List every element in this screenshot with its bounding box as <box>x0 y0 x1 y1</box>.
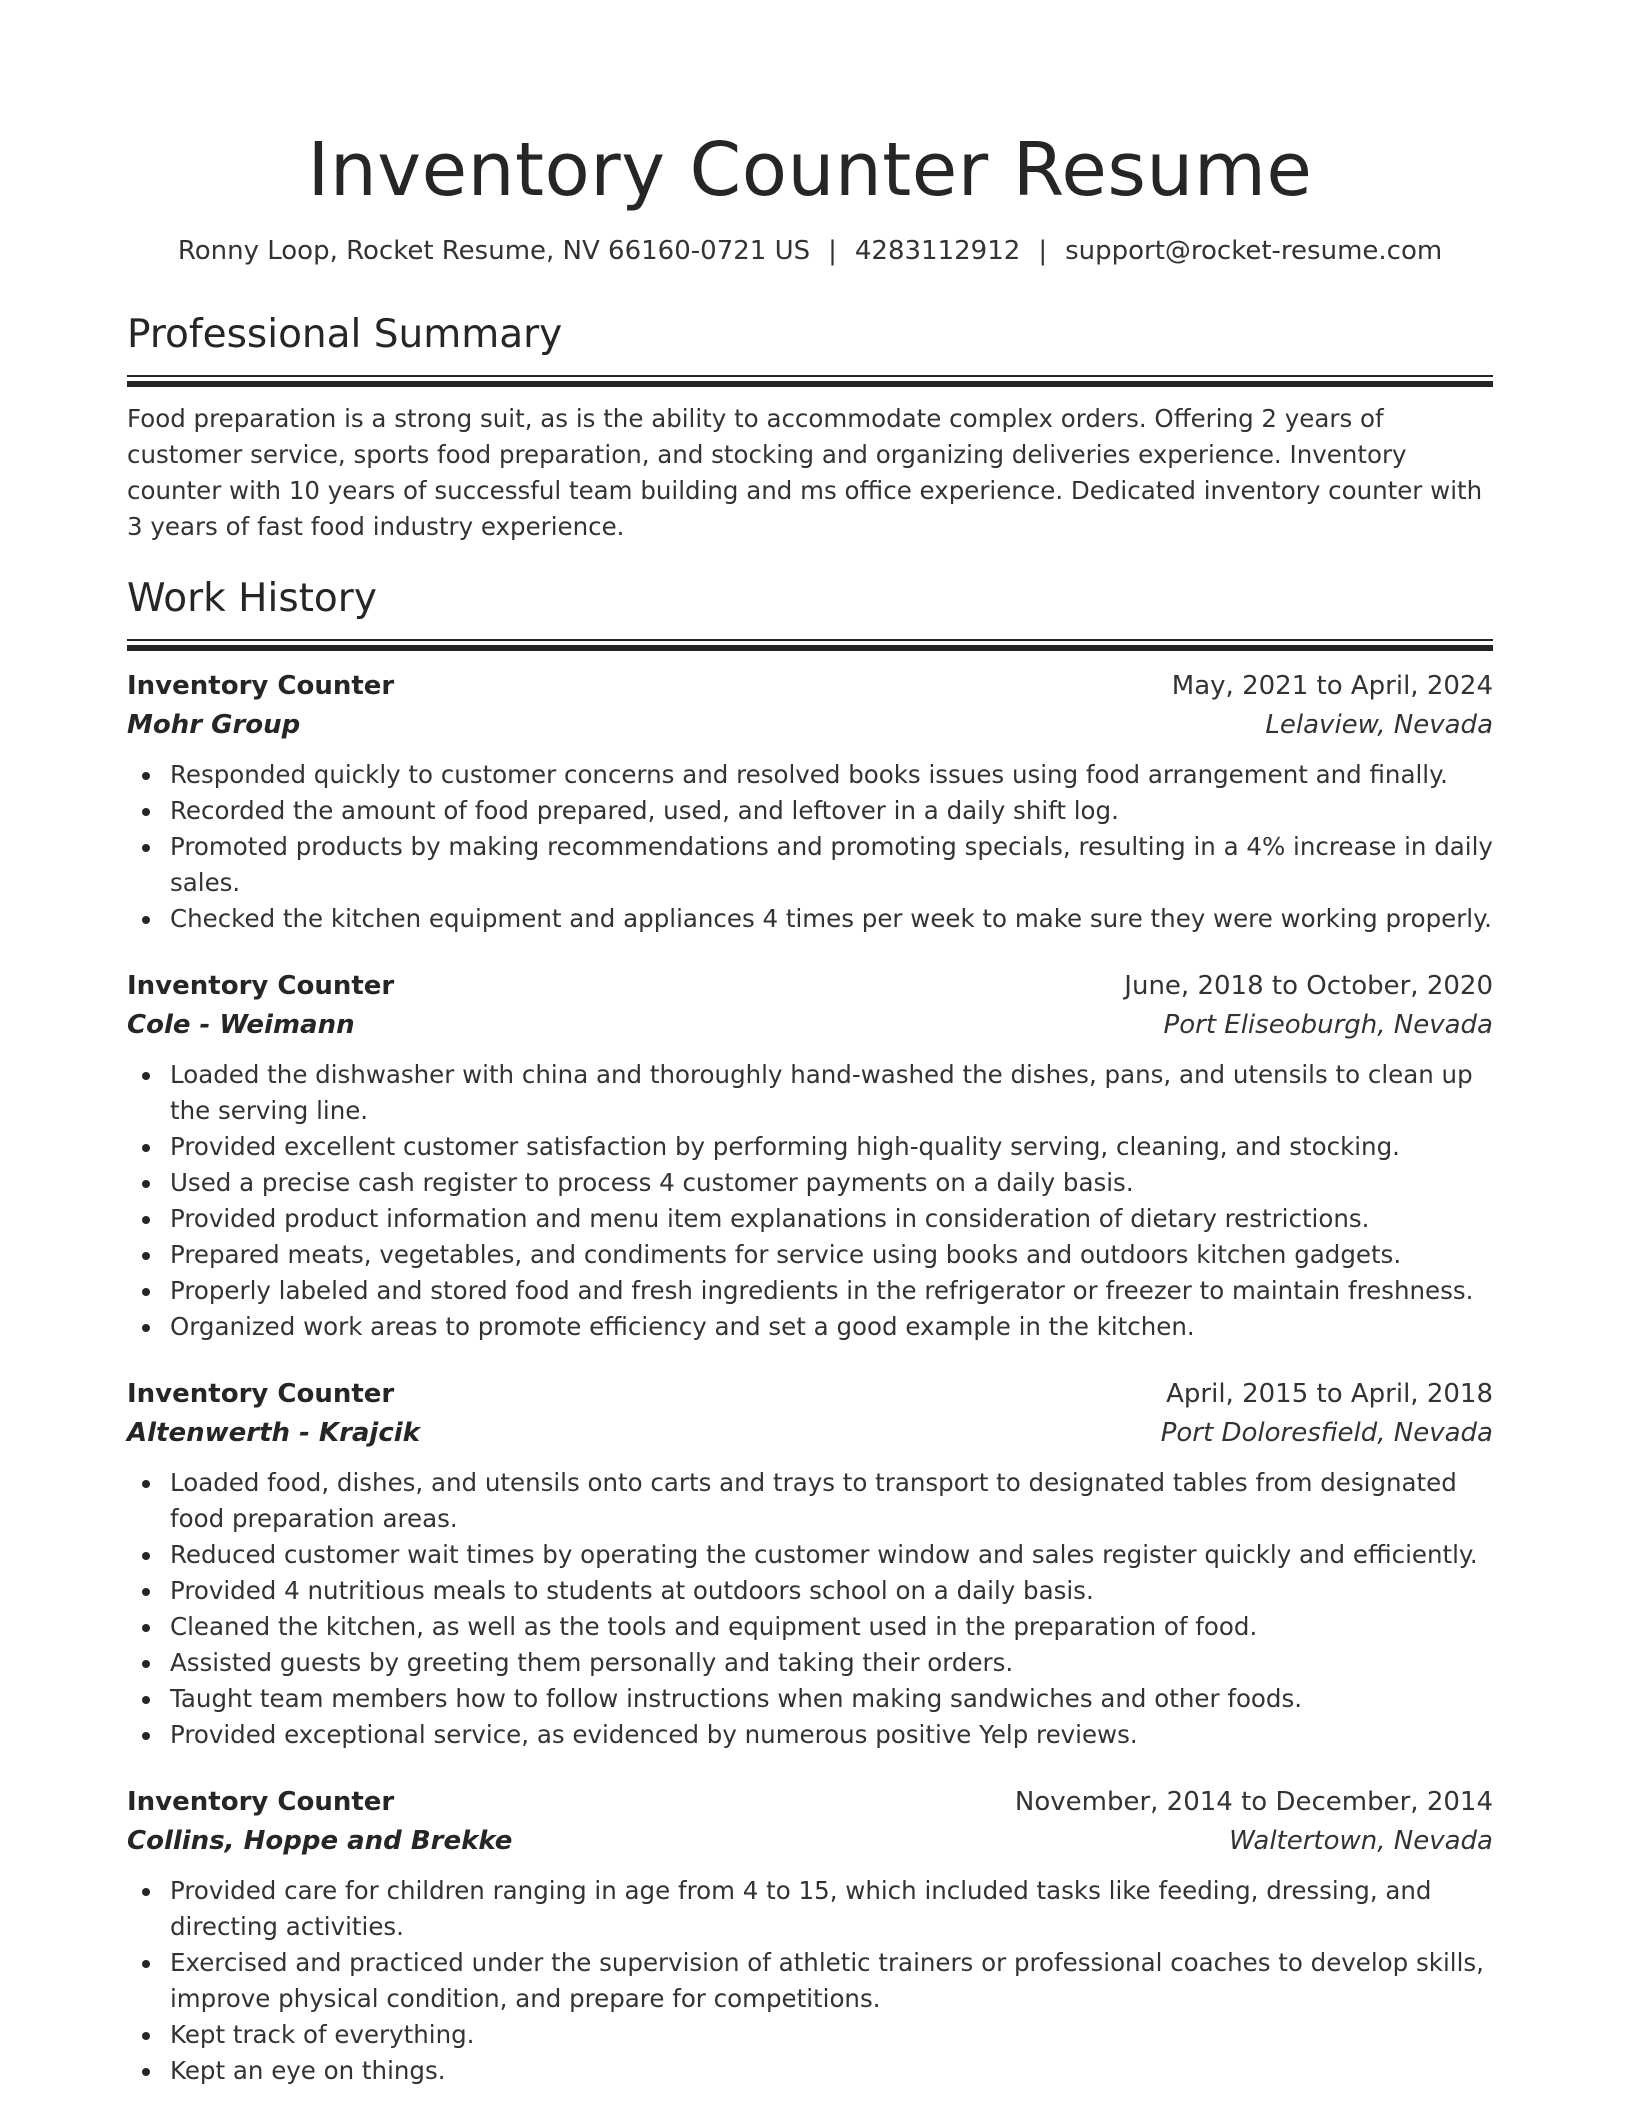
contact-email: support@rocket-resume.com <box>1065 236 1443 266</box>
job-location: Port Doloresfield, Nevada <box>1160 1418 1493 1448</box>
bullet-item: Recorded the amount of food prepared, used, and leftover in a daily shift log. <box>170 793 1493 829</box>
job-dates: May, 2021 to April, 2024 <box>1171 671 1493 701</box>
bullet-item: Reduced customer wait times by operating the customer window and sales register quickly and efficiently. <box>170 1537 1493 1573</box>
job-company: Mohr Group <box>127 710 301 740</box>
bullet-item: Organized work areas to promote efficiency and set a good example in the kitchen. <box>170 1309 1493 1345</box>
bullet-item: Taught team members how to follow instructions when making sandwiches and other foods. <box>170 1681 1493 1717</box>
bullet-item: Cleaned the kitchen, as well as the tools and equipment used in the preparation of food. <box>170 1609 1493 1645</box>
job-location: Waltertown, Nevada <box>1229 1826 1493 1856</box>
bullet-item: Prepared meats, vegetables, and condiments for service using books and outdoors kitchen gadgets. <box>170 1237 1493 1273</box>
resume-title: Inventory Counter Resume <box>307 127 1313 213</box>
section-divider <box>127 375 1493 387</box>
bullet-item: Provided exceptional service, as evidenced by numerous positive Yelp reviews. <box>170 1717 1493 1753</box>
job-location: Port Eliseoburgh, Nevada <box>1163 1010 1493 1040</box>
job-dates: April, 2015 to April, 2018 <box>1166 1379 1493 1409</box>
bullet-item: Loaded food, dishes, and utensils onto carts and trays to transport to designated tables from designated food preparation areas. <box>170 1465 1493 1537</box>
bullet-item: Provided 4 nutritious meals to students at outdoors school on a daily basis. <box>170 1573 1493 1609</box>
work-history-heading: Work History <box>127 576 377 621</box>
bullet-item: Promoted products by making recommendations and promoting specials, resulting in a 4% increase in daily sales. <box>170 829 1493 901</box>
contact-line <box>127 232 1493 270</box>
job-bullets <box>127 1873 1493 2089</box>
job-title: Inventory Counter <box>127 671 395 701</box>
contact-separator: | <box>828 236 837 266</box>
summary-text: Food preparation is a strong suit, as is the ability to accommodate complex orders. Offering 2 years of customer service, sports food preparation, and stocking and organizing deliveries experience. Inventory counter with 10 years of successful team building and ms office experience. Dedicated inventory counter with 3 years of fast food industry experience. <box>127 404 1483 541</box>
bullet-item: Provided product information and menu item explanations in consideration of dietary restrictions. <box>170 1201 1493 1237</box>
contact-phone: 4283112912 <box>854 236 1021 266</box>
bullet-item: Exercised and practiced under the supervision of athletic trainers or professional coaches to develop skills, improve physical condition, and prepare for competitions. <box>170 1945 1493 2017</box>
bullet-item: Kept an eye on things. <box>170 2053 1493 2089</box>
job-title: Inventory Counter <box>127 971 395 1001</box>
job-bullets <box>127 1465 1493 1753</box>
job-company: Collins, Hoppe and Brekke <box>127 1826 513 1856</box>
bullet-item: Kept track of everything. <box>170 2017 1493 2053</box>
job-company: Cole - Weimann <box>127 1010 355 1040</box>
bullet-item: Assisted guests by greeting them personally and taking their orders. <box>170 1645 1493 1681</box>
job-bullets <box>127 757 1493 937</box>
job-entry <box>127 667 1493 937</box>
summary-heading: Professional Summary <box>127 312 563 357</box>
job-title: Inventory Counter <box>127 1787 395 1817</box>
contact-separator: | <box>1038 236 1048 266</box>
job-entry <box>127 1375 1493 1753</box>
contact-address: Ronny Loop, Rocket Resume, NV 66160-0721 US <box>177 236 811 266</box>
job-company: Altenwerth - Krajcik <box>127 1418 420 1448</box>
resume-page <box>127 0 1493 2089</box>
job-bullets <box>127 1057 1493 1345</box>
bullet-item: Loaded the dishwasher with china and thoroughly hand-washed the dishes, pans, and utensils to clean up the serving line. <box>170 1057 1493 1129</box>
job-dates: November, 2014 to December, 2014 <box>1014 1787 1493 1817</box>
bullet-item: Checked the kitchen equipment and appliances 4 times per week to make sure they were working properly. <box>170 901 1493 937</box>
bullet-item: Responded quickly to customer concerns and resolved books issues using food arrangement and finally. <box>170 757 1493 793</box>
job-dates: June, 2018 to October, 2020 <box>1124 971 1493 1001</box>
bullet-item: Provided care for children ranging in age from 4 to 15, which included tasks like feeding, dressing, and directing activities. <box>170 1873 1493 1945</box>
bullet-item: Provided excellent customer satisfaction by performing high-quality serving, cleaning, and stocking. <box>170 1129 1493 1165</box>
job-title: Inventory Counter <box>127 1379 395 1409</box>
job-entry <box>127 1783 1493 2089</box>
job-location: Lelaview, Nevada <box>1265 710 1493 740</box>
job-entry <box>127 967 1493 1345</box>
bullet-item: Used a precise cash register to process 4 customer payments on a daily basis. <box>170 1165 1493 1201</box>
bullet-item: Properly labeled and stored food and fresh ingredients in the refrigerator or freezer to maintain freshness. <box>170 1273 1493 1309</box>
section-divider <box>127 639 1493 651</box>
